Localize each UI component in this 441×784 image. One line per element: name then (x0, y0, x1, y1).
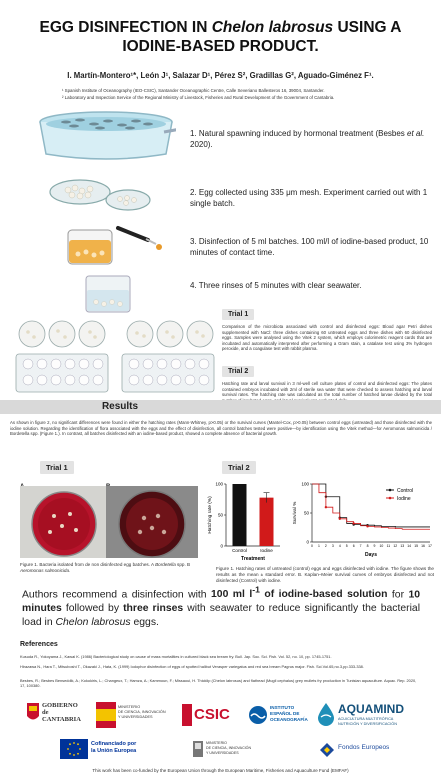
bar-y-tick-label: 100 (215, 481, 223, 487)
legend-label-control: Control (397, 487, 414, 494)
line-x-tick-label: 4 (338, 544, 341, 548)
line-x-tick-label: 3 (331, 544, 334, 548)
line-x-tick-label: 8 (366, 544, 369, 548)
survival-line-chart (290, 476, 436, 566)
eu-flag-icon (60, 739, 88, 759)
step-1-text: 1. Natural spawning induced by hormonal treatment (Besbes et al. 2020). (190, 129, 425, 149)
aquamind-logo: AQUAMIND ACUICULTURA MULTITRÓFICA NUTRICIÓN Y DIVERSIFICACIÓN (316, 700, 434, 730)
affiliation-1: ¹ Spanish Institute of Oceanography (IEO-CSIC), Santander Oceanographic Centre, Calle Severiano Ballesteros 16, 39004, Santander. (62, 88, 325, 93)
ieo-wave-icon (248, 705, 268, 725)
fondos-europeos-icon (318, 740, 336, 758)
ministerio-logo-2: MINISTERIO DE CIENCIA, INNOVACIÓN Y UNIVERSIDADES (192, 738, 272, 762)
trial-1-label: Trial 1 (40, 461, 74, 474)
survival-point-iodine (352, 522, 354, 524)
trial-2-label: Trial 2 (222, 461, 256, 474)
ieo-logo: INSTITUTO ESPAÑOL DE OCEANOGRAFÍA (248, 702, 312, 728)
trial-1-tab: Trial 1 (222, 309, 254, 320)
title-part1: EGG DISINFECTION IN (39, 19, 212, 36)
title-species: Chelon labrosus (211, 19, 334, 36)
step-3-text: 3. Disinfection of 5 ml batches. 100 ml/l of iodine-based product, 10 minutes of contact time. (190, 237, 429, 257)
line-x-tick-label: 1 (317, 544, 320, 548)
line-x-tick-label: 9 (373, 544, 376, 548)
results-title: Results (101, 401, 139, 412)
survival-point-iodine (325, 506, 327, 508)
step-2-text: 2. Egg collected using 335 μm mesh. Experiment carried out with 1 single batch. (190, 188, 428, 208)
line-x-tick-label: 14 (407, 544, 412, 548)
line-x-tick-label: 12 (393, 544, 398, 548)
line-x-tick-label: 11 (386, 544, 391, 548)
legend-label-iodine: Iodine (397, 495, 411, 502)
spain-crest-icon (192, 739, 204, 759)
line-x-tick-label: 17 (428, 544, 432, 548)
aquamind-drop-icon (316, 702, 336, 726)
reference-2: Hirazawa N., Hara T., Mitsuboshi T., Okazaki J., Hata, K. (1999) Iodophor disinfection of eggs of spotted halibut Verasper variegatus and red sea bream Pagrus major. Fish. Sci.Vol.65,no.3,pp.333-338. (20, 664, 364, 669)
rinse-beaker-illustration (78, 272, 138, 318)
line-y-axis-label: Survival % (293, 501, 298, 525)
hatching-rate-bar-chart (206, 476, 286, 566)
bar-y-tick-label: 0 (220, 543, 223, 549)
affiliation-2: ² Laboratory and Inspection Service of the Regional Ministry of Livestock, Fisheries and Rural Development of the Government of Cantabria. (62, 95, 335, 100)
egg-collector-illustration (40, 170, 160, 220)
cantabria-shield-icon (26, 702, 40, 724)
eu-cofinanced-logo: Cofinanciado por la Unión Europea (60, 738, 150, 760)
line-x-axis-label: Days (365, 552, 377, 558)
authors: I. Martín-Montero¹*, León J¹, Salazar D¹, Pérez S², Gradillas G², Aguado-Giménez F¹. (67, 71, 374, 80)
spawning-tank-illustration (36, 110, 176, 162)
bar-x-axis-label: Treatment (241, 556, 265, 562)
title-part2: USING A (333, 19, 402, 36)
line-y-tick-label: 100 (301, 481, 309, 487)
figure-2-caption: Figure 1. Hatching rates of untreated (control) eggs and eggs disinfected with iodine. The figure shows the results as the mean ± standard error. B. Kaplan–Meier survival curves of embryos disinfected and not disinfected (Control) with iodine. (216, 566, 434, 583)
line-x-tick-label: 5 (345, 544, 348, 548)
step-4-text: 4. Three rinses of 5 minutes with clear seawater. (190, 281, 362, 290)
title-line2: IODINE-BASED PRODUCT. (122, 38, 319, 55)
legend-marker-iodine (389, 497, 392, 500)
agar-plate-b-image (106, 486, 198, 558)
trial-1-description: Comparison of the microbiota associated with control and disinfected eggs: Blood agar Petri dishes supplemented with NaCl: three dishes containing 60 untreated eggs and three dishes with 60 disinfected eggs. Samples were analysed using the Vitek 2 system, which employs colorimetric reagent cards that are incubated and automatically interpreted after performing a Gram stain, a catalase test using 3% hydrogen peroxide, and a coagulase test with rabbit plasma. (222, 324, 432, 352)
bar-y-axis-label: Hatching rate (%) (208, 496, 213, 534)
reference-3: Besbes, R.; Besbes Benseddik, A.; Kokokiris, L.; Changeux, T.; Hamza, A.; Kammoun, F.; Missaoui, H. Thicklip (Chelon labrosus) and flathead (Mugil cephalus) grey mullets fry production in Tunisian aquaculture. Aquac. Rep. 2020, 17, 100380. (20, 678, 417, 688)
petri-dishes-and-well-plates-illustration (10, 318, 220, 396)
survival-point-iodine (366, 525, 368, 527)
survival-point-iodine (339, 518, 341, 520)
poster-title (10, 18, 431, 56)
legend-marker-control (389, 489, 392, 492)
ministerio-ciencia-logo: MINISTERIO DE CIENCIA, INNOVACIÓN Y UNIVERSIDADES (96, 702, 176, 728)
results-text: As shown in figure 2, no significant differences were found in either the hatching rates (Mann-Whitney, p>0.05) or the survival curves (Mantel-Cox, p>0.05) between control eggs (untreated) and those disinfected with the iodine solution. Regarding the identification of flora associated with the eggs and the effect of disinfection, all control batches tested were positive—by identification using the Vitek method—for Aeromonas salmonicida / Bordetella spp. (Figure 1.). In contrast, all batches disinfected with an iodine-based product, showed a complete absence of bacterial growth. (10, 420, 432, 437)
cantabria-logo: GOBIERNO de CANTABRIA (26, 700, 82, 730)
reference-1: Kusuda R., Yokoyama J., Kawai K. (1986) Bacteriological study on cause of mass mortalities in cultured black sea bream fry. Bull. Jap. Soc. Sci. Fish. Vol. 52, no. 10, pp. 1745-1751. (20, 654, 332, 659)
spain-flag-icon (96, 702, 116, 728)
fondos-europeos-logo: Fondos Europeos (318, 738, 398, 760)
line-x-tick-label: 7 (359, 544, 362, 548)
line-x-tick-label: 13 (400, 544, 405, 548)
trial-2-tab: Trial 2 (222, 366, 254, 377)
bar-y-tick-label: 50 (217, 512, 223, 518)
iodine-disinfection-illustration (60, 224, 180, 272)
line-x-tick-label: 6 (352, 544, 355, 548)
references-title: References (20, 641, 58, 648)
bar-iodine (260, 498, 274, 546)
figure-1-caption: Figure 1. Bacteria isolated from de non disinfected egg batches. A Bordetella spp. B Aeromonas salmonicida. (20, 562, 191, 573)
csic-logo: CSIC (182, 704, 234, 726)
footer-funding-note: This work has been co-funded by the European Union through the European Maritime, Fisheries and Aquaculture Fund (EMFAF) (92, 768, 349, 773)
bar-category-label: Control (232, 548, 247, 553)
line-x-tick-label: 10 (379, 544, 384, 548)
line-x-tick-label: 15 (414, 544, 419, 548)
line-y-tick-label: 0 (306, 539, 309, 545)
line-x-tick-label: 0 (311, 544, 313, 548)
trial-2-description: Hatching rate and larval survival in 3 ml-well cell culture plates of control and disinfected eggs: The plates contained embryos incubated with 2ml of sterile sea water that were checked to assess hatching and larval survival rates. The hatching rate was calculated as the total number of hatched larvae divided by the total (222, 381, 432, 398)
bar-control (233, 484, 247, 546)
conclusion-statement: Authors recommend a disinfection with 100 ml $l^{-1}$ of iodine-based solution for 10 minutes followed by three rinses with seawater to reduce significantly the bacterial load in Chelon labrosus eggs. (22, 585, 421, 629)
line-x-tick-label: 2 (324, 544, 327, 548)
results-bar (0, 400, 441, 414)
bar-category-label: Iodine (260, 548, 273, 553)
agar-plate-a-image (20, 486, 106, 558)
line-y-tick-label: 50 (303, 510, 309, 516)
line-x-tick-label: 16 (421, 544, 425, 548)
